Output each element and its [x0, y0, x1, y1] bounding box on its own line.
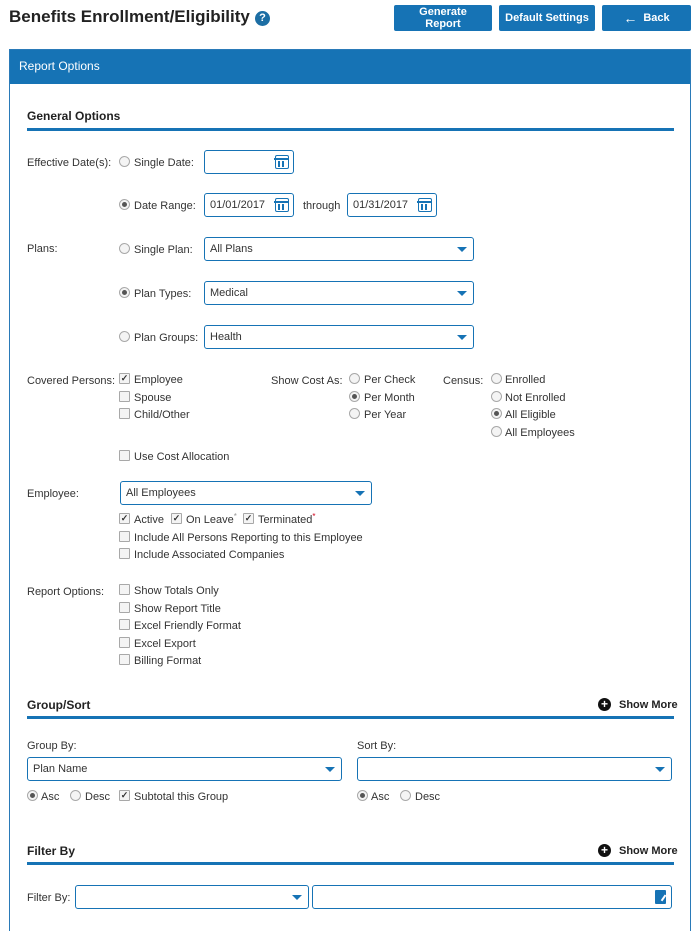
- plan-groups-label: Plan Groups:: [134, 332, 199, 344]
- on-leave-checkbox[interactable]: ✓: [172, 513, 181, 523]
- general-options-title: General Options: [27, 109, 121, 123]
- enrolled-label: Enrolled: [505, 374, 546, 386]
- group-desc-label: Desc: [85, 791, 111, 803]
- show-totals-checkbox[interactable]: [119, 584, 130, 595]
- filter-value-input[interactable]: [312, 885, 672, 909]
- chevron-down-icon: [457, 247, 467, 252]
- all-eligible-label: All Eligible: [505, 409, 556, 421]
- plus-circle-icon[interactable]: +: [598, 844, 611, 857]
- enrolled-radio[interactable]: [491, 373, 502, 384]
- active-label: Active: [134, 514, 164, 526]
- employee-select[interactable]: All Employees: [120, 481, 372, 505]
- not-enrolled-label: Not Enrolled: [505, 392, 566, 404]
- calendar-icon[interactable]: [275, 198, 289, 212]
- show-title-checkbox[interactable]: [119, 602, 130, 613]
- employee-checkbox[interactable]: ✓: [120, 373, 129, 383]
- generate-report-button[interactable]: Generate Report: [394, 5, 492, 31]
- chevron-down-icon: [457, 291, 467, 296]
- show-totals-label: Show Totals Only: [134, 585, 219, 597]
- census-label: Census:: [443, 375, 484, 387]
- effective-dates-label: Effective Date(s):: [27, 157, 112, 169]
- per-month-radio[interactable]: [349, 391, 360, 402]
- date-range-label: Date Range:: [134, 200, 196, 212]
- plans-label: Plans:: [27, 243, 58, 255]
- spouse-label: Spouse: [134, 392, 172, 404]
- filter-by-label: Filter By:: [27, 892, 71, 904]
- panel-header: Report Options: [10, 50, 690, 84]
- employee-field-label: Employee:: [27, 488, 79, 500]
- excel-friendly-checkbox[interactable]: [119, 619, 130, 630]
- plan-groups-radio[interactable]: [119, 331, 130, 342]
- plan-groups-select[interactable]: Health: [204, 325, 474, 349]
- all-employees-census-label: All Employees: [505, 427, 575, 439]
- per-check-radio[interactable]: [349, 373, 360, 384]
- group-asc-radio[interactable]: [27, 790, 38, 801]
- sort-asc-radio[interactable]: [357, 790, 368, 801]
- edit-icon[interactable]: [655, 890, 666, 904]
- terminated-checkbox[interactable]: ✓: [244, 513, 253, 523]
- child-checkbox[interactable]: [119, 408, 130, 419]
- excel-export-checkbox[interactable]: [119, 637, 130, 648]
- subtotal-label: Subtotal this Group: [134, 791, 229, 803]
- sort-by-select[interactable]: [357, 757, 672, 781]
- per-year-radio[interactable]: [349, 408, 360, 419]
- group-by-select[interactable]: Plan Name: [27, 757, 342, 781]
- include-associated-checkbox[interactable]: [119, 548, 130, 559]
- include-reporting-label: Include All Persons Reporting to this Employee: [134, 532, 363, 544]
- plan-types-label: Plan Types:: [134, 288, 192, 300]
- active-checkbox[interactable]: ✓: [120, 513, 129, 523]
- on-leave-label: On Leave*: [186, 512, 237, 526]
- use-cost-allocation-label: Use Cost Allocation: [134, 451, 230, 463]
- report-options-label: Report Options:: [27, 586, 105, 598]
- calendar-icon[interactable]: [418, 198, 432, 212]
- section-divider: [27, 128, 674, 131]
- single-plan-label: Single Plan:: [134, 244, 193, 256]
- plus-circle-icon[interactable]: +: [598, 698, 611, 711]
- terminated-label: Terminated*: [258, 512, 316, 526]
- filter-field-select[interactable]: [75, 885, 309, 909]
- sort-by-label: Sort By:: [357, 740, 397, 752]
- group-by-label: Group By:: [27, 740, 77, 752]
- use-cost-allocation-checkbox[interactable]: [119, 450, 130, 461]
- plan-types-radio[interactable]: [119, 287, 130, 298]
- single-plan-radio[interactable]: [119, 243, 130, 254]
- chevron-down-icon: [292, 895, 302, 900]
- billing-format-label: Billing Format: [134, 655, 202, 667]
- group-sort-title: Group/Sort: [27, 698, 91, 712]
- back-label: Back: [643, 12, 670, 24]
- through-label: through: [303, 200, 341, 212]
- employee-label: Employee: [134, 374, 183, 386]
- calendar-icon[interactable]: [275, 155, 289, 169]
- group-asc-label: Asc: [41, 791, 60, 803]
- subtotal-checkbox[interactable]: ✓: [120, 790, 129, 800]
- chevron-down-icon: [457, 335, 467, 340]
- include-reporting-checkbox[interactable]: [119, 531, 130, 542]
- child-label: Child/Other: [134, 409, 190, 421]
- spouse-checkbox[interactable]: [119, 391, 130, 402]
- chevron-down-icon: [355, 491, 365, 496]
- chevron-down-icon: [655, 767, 665, 772]
- plan-types-select[interactable]: Medical: [204, 281, 474, 305]
- back-button[interactable]: [602, 5, 691, 31]
- single-date-label: Single Date:: [134, 157, 194, 169]
- show-title-label: Show Report Title: [134, 603, 221, 615]
- show-cost-label: Show Cost As:: [271, 375, 343, 387]
- date-from-input[interactable]: 01/01/2017: [204, 193, 294, 217]
- date-range-radio[interactable]: [119, 199, 130, 210]
- section-divider: [27, 716, 674, 719]
- all-employees-radio[interactable]: [491, 426, 502, 437]
- per-check-label: Per Check: [364, 374, 416, 386]
- sort-asc-label: Asc: [371, 791, 390, 803]
- billing-format-checkbox[interactable]: [119, 654, 130, 665]
- arrow-left-icon: ←: [623, 10, 638, 26]
- single-date-radio[interactable]: [119, 156, 130, 167]
- covered-persons-label: Covered Persons:: [27, 375, 116, 387]
- filter-by-title: Filter By: [27, 844, 76, 858]
- excel-friendly-label: Excel Friendly Format: [134, 620, 241, 632]
- default-settings-button[interactable]: Default Settings: [499, 5, 595, 31]
- include-associated-label: Include Associated Companies: [134, 549, 285, 561]
- group-desc-radio[interactable]: [70, 790, 81, 801]
- sort-desc-radio[interactable]: [400, 790, 411, 801]
- excel-export-label: Excel Export: [134, 638, 196, 650]
- filter-show-more[interactable]: Show More: [619, 845, 678, 857]
- date-to-input[interactable]: 01/31/2017: [347, 193, 437, 217]
- single-plan-select[interactable]: All Plans: [204, 237, 474, 261]
- chevron-down-icon: [325, 767, 335, 772]
- per-month-label: Per Month: [364, 392, 415, 404]
- per-year-label: Per Year: [364, 409, 407, 421]
- group-sort-show-more[interactable]: Show More: [619, 699, 678, 711]
- section-divider: [27, 862, 674, 865]
- not-enrolled-radio[interactable]: [491, 391, 502, 402]
- page-title: Benefits Enrollment/Eligibility: [9, 7, 250, 26]
- help-icon[interactable]: ?: [255, 11, 270, 26]
- sort-desc-label: Desc: [415, 791, 441, 803]
- all-eligible-radio[interactable]: [491, 408, 502, 419]
